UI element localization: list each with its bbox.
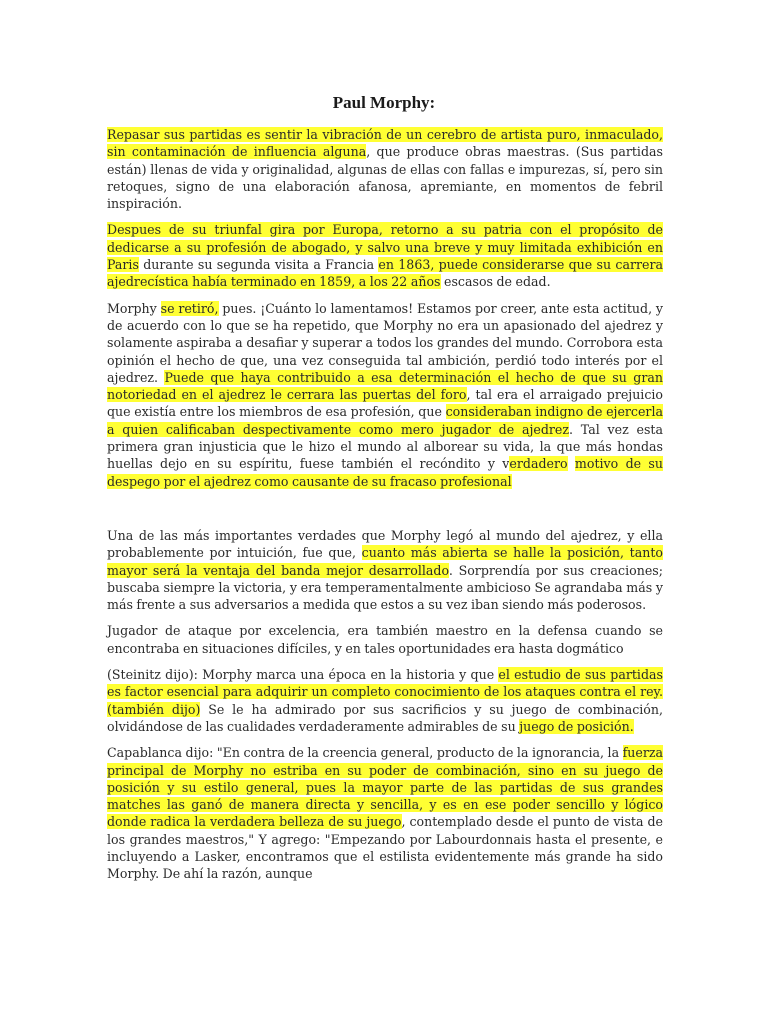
text-segment: Morphy bbox=[107, 300, 161, 316]
text-segment: , contemplado desde el punto de vista de los grandes maestros," Y agrego: "Empezando por Labourdonnais hasta el presente, e incluyendo a Lasker, encontramos que el estilista evidentemente más grande ha sido Morphy. De ahí la razón, aunque bbox=[107, 814, 663, 882]
highlighted-text: cuanto más abierta se halle la posición, tanto mayor será la ventaja del banda mejor desarrollado bbox=[107, 545, 663, 578]
text-segment: escasos de edad. bbox=[440, 274, 551, 290]
text-segment: Una de las más importantes verdades que Morphy legó al mundo del ajedrez, y ella probablemente por intuición, fue que, bbox=[107, 527, 663, 561]
highlighted-text: juego de posición. bbox=[519, 718, 634, 734]
paragraph-4 bbox=[107, 527, 663, 613]
highlighted-text: Repasar sus partidas es sentir la vibración de un cerebro de artista puro, inmaculado, sin contaminación de influencia alguna bbox=[107, 127, 663, 160]
text-segment: . Sorprendía por sus creaciones; buscaba siempre la victoria, y era temperamentalmente ambicioso Se agrandaba más y más frente a sus adversarios a medida que estos a su vez iban siendo más poderosos. bbox=[107, 562, 663, 613]
paragraph-3 bbox=[107, 300, 663, 490]
text-segment: (Steinitz dijo): Morphy marca una época en la historia y que bbox=[107, 667, 499, 683]
text-segment: , tal era el arraigado prejuicio que existía entre los miembros de esa profesión, que bbox=[107, 387, 663, 420]
highlighted-text: en 1863, puede considerarse que su carrera ajedrecística había terminado en 1859, a los 22 años bbox=[107, 257, 663, 290]
highlighted-text: consideraban indigno de ejercerla a quien calificaban despectivamente como mero jugador de ajedrez bbox=[107, 404, 663, 437]
paragraph-7 bbox=[107, 744, 663, 882]
highlighted-text: Puede que haya contribuido a esa determinación el hecho de que su gran notoriedad en el ajedrez le cerrara las puertas del foro bbox=[107, 369, 663, 403]
text-segment: . Tal vez esta primera gran injusticia que le hizo el mundo al alborear su vida, la que más hondas huellas dejo en su espíritu, fuese también el recóndito y v bbox=[107, 421, 663, 472]
highlighted-text: Despues de su triunfal gira por Europa, retorno a su patria con el propósito de dedicarse a su profesión de abogado, y salvo una breve y muy limitada exhibición en Paris bbox=[107, 222, 663, 273]
text-segment: Se le ha admirado por sus sacrificios y su juego de combinación, olvidándose de las cualidades verdaderamente admirables de su bbox=[107, 701, 663, 734]
highlighted-text: motivo de su despego por el ajedrez como causante de su fracaso profesional bbox=[107, 456, 663, 489]
document-title: Paul Morphy: bbox=[332, 93, 436, 112]
text-segment bbox=[568, 456, 575, 471]
text-segment: durante su segunda visita a Francia bbox=[138, 257, 379, 273]
highlighted-text: erdadero bbox=[509, 456, 568, 472]
paragraph-2 bbox=[107, 221, 663, 290]
paragraph-5 bbox=[107, 622, 663, 657]
text-segment: , que produce obras maestras. (Sus partidas están) llenas de vida y originalidad, algunas de ellas con fallas e impurezas, sí, pero sin retoques, signo de una elaboración afanosa, apremiante, en momentos de febril inspiración. bbox=[107, 144, 663, 212]
highlighted-text: se retiró, bbox=[160, 300, 219, 316]
text-segment: Jugador de ataque por excelencia, era también maestro en la defensa cuando se encontraba en situaciones difíciles, y en tales oportunidades era hasta dogmático bbox=[107, 623, 663, 656]
text-segment: pues. ¡Cuánto lo lamentamos! Estamos por creer, ante esta actitud, y de acuerdo con lo que se ha repetido, que Morphy no era un apasionado del ajedrez y solamente aspiraba a desafiar y superar a todos los grandes del mundo. Corrobora esta opinión el hecho de que, una vez conseguida tal ambición, perdió todo interés por el ajedrez. bbox=[107, 300, 663, 385]
text-segment: Capablanca dijo: "En contra de la creencia general, producto de la ignorancia, la bbox=[107, 745, 623, 761]
paragraph-6 bbox=[107, 666, 663, 735]
highlighted-text: fuerza principal de Morphy no estriba en su poder de combinación, sino en su juego de posición y su estilo general, pues la mayor parte de las partidas de sus grandes matches las ganó de manera directa y sencilla, y es en ese poder sencillo y lógico donde radica la verdadera belleza de su juego bbox=[107, 745, 663, 830]
document-body bbox=[107, 126, 663, 883]
paragraph-1 bbox=[107, 126, 663, 212]
highlighted-text: el estudio de sus partidas es factor esencial para adquirir un completo conocimiento de los ataques contra el rey. (también dijo) bbox=[107, 667, 663, 717]
